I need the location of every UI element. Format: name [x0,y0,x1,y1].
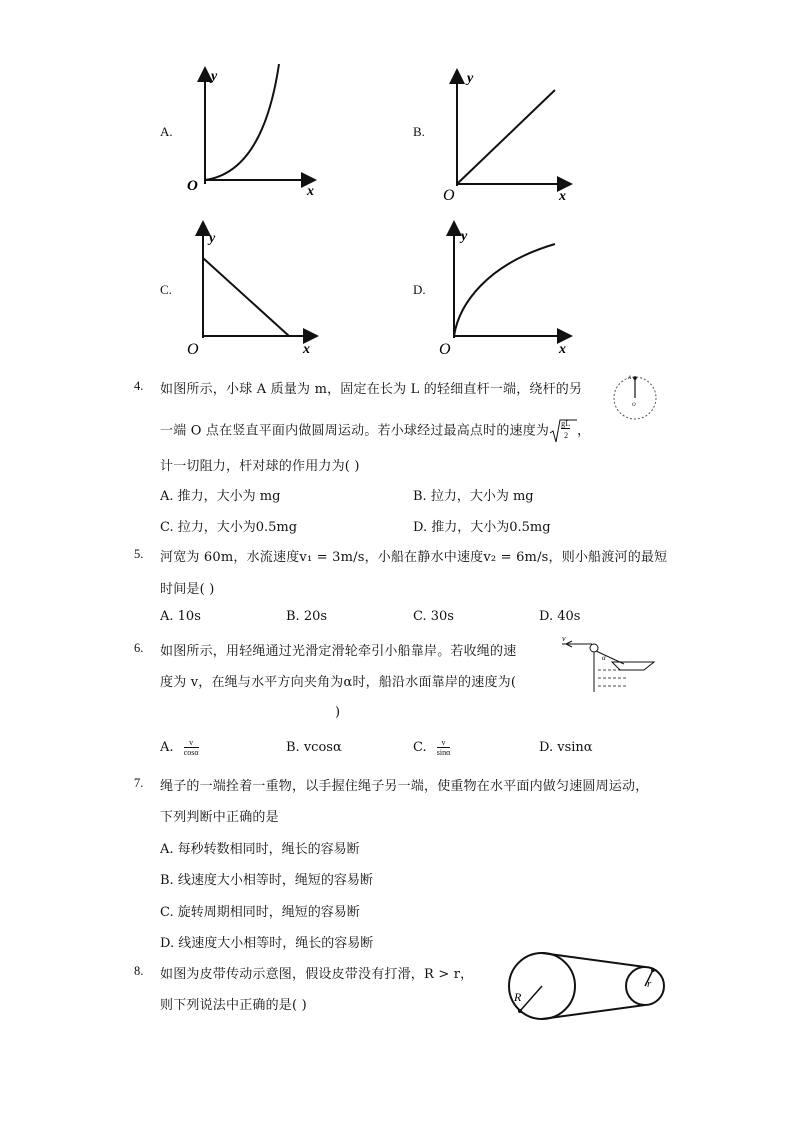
y-label: y [467,71,474,86]
x-label: x [303,342,310,357]
question-8-line-1: 如图为皮带传动示意图，假设皮带没有打滑，R > r， [160,967,474,982]
origin-label: O [439,341,451,358]
question-5-option-a[interactable]: A. 10s [160,609,201,624]
origin-label: O [443,187,455,204]
x-label: x [559,189,566,204]
origin-label: O [187,178,198,194]
question-4-line-2-text: 一端 O 点在竖直平面内做圆周运动。若小球经过最高点时的速度为 [160,423,550,439]
question-5-option-d[interactable]: D. 40s [539,609,581,624]
question-4-number: 4. [134,379,144,393]
question-4-line-3: 计一切阻力，杆对球的作用力为( ) [160,459,360,474]
question-5-number: 5. [134,547,144,561]
label-alpha: α [602,654,606,662]
question-7-line-2: 下列判断中正确的是 [160,810,279,825]
question-4-option-c[interactable]: C. 拉力，大小为0.5mg [160,520,298,535]
question-5-line-2: 时间是( ) [160,582,215,597]
question-4-option-b[interactable]: B. 拉力，大小为 mg [413,489,534,504]
question-7-option-a[interactable]: A. 每秒转数相同时，绳长的容易断 [160,842,360,857]
question-8-number: 8. [134,964,144,978]
question-6-option-c[interactable] [413,738,450,757]
option-a-label: A. [160,740,174,755]
graph-c [183,220,323,358]
question-7-option-d[interactable]: D. 线速度大小相等时，绳长的容易断 [160,936,374,951]
boat [612,662,654,670]
question-7-number: 7. [134,776,144,790]
pulley [590,644,598,652]
sqrt-denominator: 2 [564,431,569,440]
question-7-line-1: 绳子的一端拴着一重物，以手握住绳子另一端，使重物在水平面内做匀速圆周运动， [160,779,649,794]
option-c-label: C. [413,740,427,755]
label-big-r: R [514,990,522,1004]
question-6-line-2: 度为 v，在绳与水平方向夹角为α时，船沿水面靠岸的速度为( [160,675,517,690]
ball [633,376,637,380]
belt-bottom [542,1005,645,1019]
sqrt-numerator: gL [561,419,571,428]
graph-b-label: B. [413,124,425,139]
x-label: x [559,342,566,357]
line-decreasing [203,258,289,336]
question-4-line-2 [160,418,590,444]
graph-a-label: A. [160,124,173,139]
origin-label: O [187,341,199,358]
question-5-option-c[interactable]: C. 30s [413,609,454,624]
question-5-line-1: 河宽为 60m，水流速度v₁ = 3m/s，小船在静水中速度v₂ = 6m/s，则小船渡河的最短 [160,550,668,565]
belt-top [542,953,645,967]
option-a-fraction [184,738,199,757]
label-v: v [562,634,566,643]
question-5-option-b[interactable]: B. 20s [286,609,328,624]
x-label: x [307,184,314,197]
label-o: O [632,403,636,408]
question-6-number: 6. [134,641,144,655]
option-c-numerator: v [437,738,451,748]
question-6-line-1: 如图所示，用轻绳通过光滑定滑轮牵引小船靠岸。若收绳的速 [160,644,517,659]
question-8-line-2: 则下列说法中正确的是( ) [160,998,307,1013]
question-4-line-2-end: ， [577,423,591,439]
label-small-r: r [647,978,652,990]
question-4-line-1: 如图所示，小球 A 质量为 m，固定在长为 L 的轻细直杆一端，绕杆的另 [160,382,583,397]
sqrt-expression [549,418,577,444]
question-8-figure [500,950,670,1022]
question-6-option-d[interactable]: D. vsinα [539,740,593,755]
graph-d-label: D. [413,282,426,297]
y-label: y [209,231,216,246]
option-a-numerator: v [184,738,199,748]
question-6-line-3: ) [335,705,341,720]
graph-b [437,66,577,204]
point-R [518,1009,522,1013]
question-6-figure [558,632,658,696]
point-r [651,968,655,972]
option-c-denominator: sinα [436,748,451,757]
question-4-option-a[interactable]: A. 推力，大小为 mg [160,489,281,504]
curve-concave [454,244,555,336]
graph-c-label: C. [160,282,172,297]
question-4-option-d[interactable]: D. 推力，大小为0.5mg [413,520,551,535]
line-increasing [457,90,555,184]
option-a-denominator: cosα [183,748,199,757]
question-4-figure [610,370,660,424]
question-7-option-b[interactable]: B. 线速度大小相等时，绳短的容易断 [160,873,373,888]
question-6-option-a[interactable] [160,738,199,757]
y-label: y [211,69,218,84]
y-label: y [461,229,468,244]
label-a: A [628,376,632,381]
question-6-option-b[interactable]: B. vcosα [286,740,342,755]
radius-R [520,986,542,1011]
option-c-fraction [437,738,451,757]
graph-a [183,62,323,197]
graph-d [437,220,577,358]
question-7-option-c[interactable]: C. 旋转周期相同时，绳短的容易断 [160,905,360,920]
